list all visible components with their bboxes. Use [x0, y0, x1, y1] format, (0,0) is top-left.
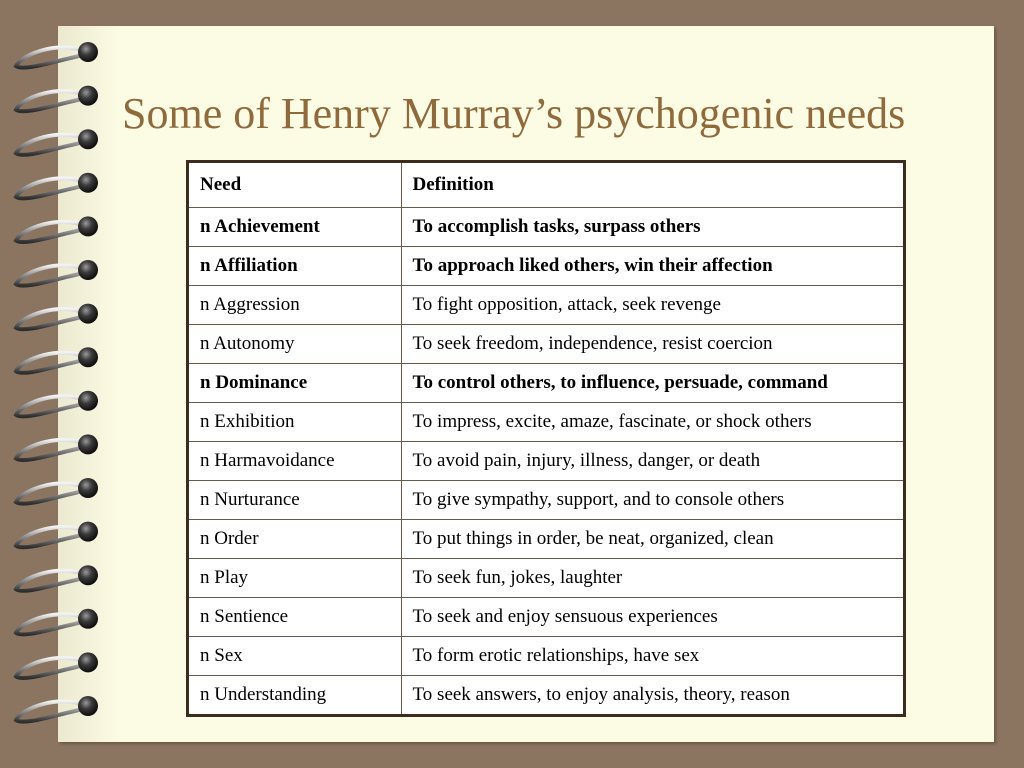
table-row [188, 637, 905, 676]
table-row [188, 208, 905, 247]
table-row [188, 364, 905, 403]
table-row [188, 325, 905, 364]
table-row [188, 520, 905, 559]
definition-cell: To seek and enjoy sensuous experiences [401, 598, 904, 637]
table-row [188, 286, 905, 325]
definition-cell: To put things in order, be neat, organized, clean [401, 520, 904, 559]
table-row [188, 403, 905, 442]
needs-table [186, 160, 906, 717]
ring-wire [16, 47, 86, 67]
ring-wire [16, 701, 86, 721]
need-cell: n Harmavoidance [188, 442, 402, 481]
need-cell: n Exhibition [188, 403, 402, 442]
ring-wire [16, 135, 86, 155]
ring-hole [78, 129, 98, 149]
ring-hole [78, 652, 98, 672]
ring-hole [78, 565, 98, 585]
ring-wire [16, 178, 86, 198]
need-cell: n Autonomy [188, 325, 402, 364]
definition-cell: To avoid pain, injury, illness, danger, or death [401, 442, 904, 481]
table-row [188, 442, 905, 481]
table-row [188, 247, 905, 286]
need-cell: n Sex [188, 637, 402, 676]
definition-cell: To seek answers, to enjoy analysis, theory, reason [401, 676, 904, 716]
table-row [188, 676, 905, 716]
ring-hole [78, 304, 98, 324]
definition-cell: To approach liked others, win their affection [401, 247, 904, 286]
ring-wire [16, 309, 86, 329]
need-cell: n Nurturance [188, 481, 402, 520]
ring-hole [78, 86, 98, 106]
ring-wire [16, 396, 86, 416]
header-need: Need [188, 162, 402, 208]
definition-cell: To form erotic relationships, have sex [401, 637, 904, 676]
ring-hole [78, 173, 98, 193]
ring-wire [16, 571, 86, 591]
ring-wire [16, 527, 86, 547]
need-cell: n Play [188, 559, 402, 598]
ring-wire [16, 222, 86, 242]
ring-hole [78, 391, 98, 411]
definition-cell: To control others, to influence, persuade, command [401, 364, 904, 403]
definition-cell: To impress, excite, amaze, fascinate, or shock others [401, 403, 904, 442]
ring-hole [78, 434, 98, 454]
definition-cell: To fight opposition, attack, seek revenge [401, 286, 904, 325]
ring-wire [16, 91, 86, 111]
ring-wire [16, 265, 86, 285]
ring-hole [78, 522, 98, 542]
ring-wire [16, 614, 86, 634]
need-cell: n Sentience [188, 598, 402, 637]
definition-cell: To seek fun, jokes, laughter [401, 559, 904, 598]
ring-wire [16, 353, 86, 373]
definition-cell: To seek freedom, independence, resist coercion [401, 325, 904, 364]
ring-hole [78, 216, 98, 236]
table-row [188, 481, 905, 520]
ring-hole [78, 260, 98, 280]
slide-title: Some of Henry Murray’s psychogenic needs [122, 89, 906, 138]
ring-hole [78, 42, 98, 62]
spiral-binding-icon [0, 0, 120, 768]
need-cell: n Achievement [188, 208, 402, 247]
ring-hole [78, 696, 98, 716]
ring-wire [16, 440, 86, 460]
ring-wire [16, 483, 86, 503]
header-definition: Definition [401, 162, 904, 208]
table-row [188, 598, 905, 637]
need-cell: n Dominance [188, 364, 402, 403]
table-header-row [188, 162, 905, 208]
need-cell: n Understanding [188, 676, 402, 716]
definition-cell: To accomplish tasks, surpass others [401, 208, 904, 247]
ring-wire [16, 658, 86, 678]
table-row [188, 559, 905, 598]
ring-hole [78, 609, 98, 629]
need-cell: n Order [188, 520, 402, 559]
need-cell: n Affiliation [188, 247, 402, 286]
table-body [188, 208, 905, 716]
need-cell: n Aggression [188, 286, 402, 325]
definition-cell: To give sympathy, support, and to console others [401, 481, 904, 520]
ring-hole [78, 347, 98, 367]
ring-hole [78, 478, 98, 498]
